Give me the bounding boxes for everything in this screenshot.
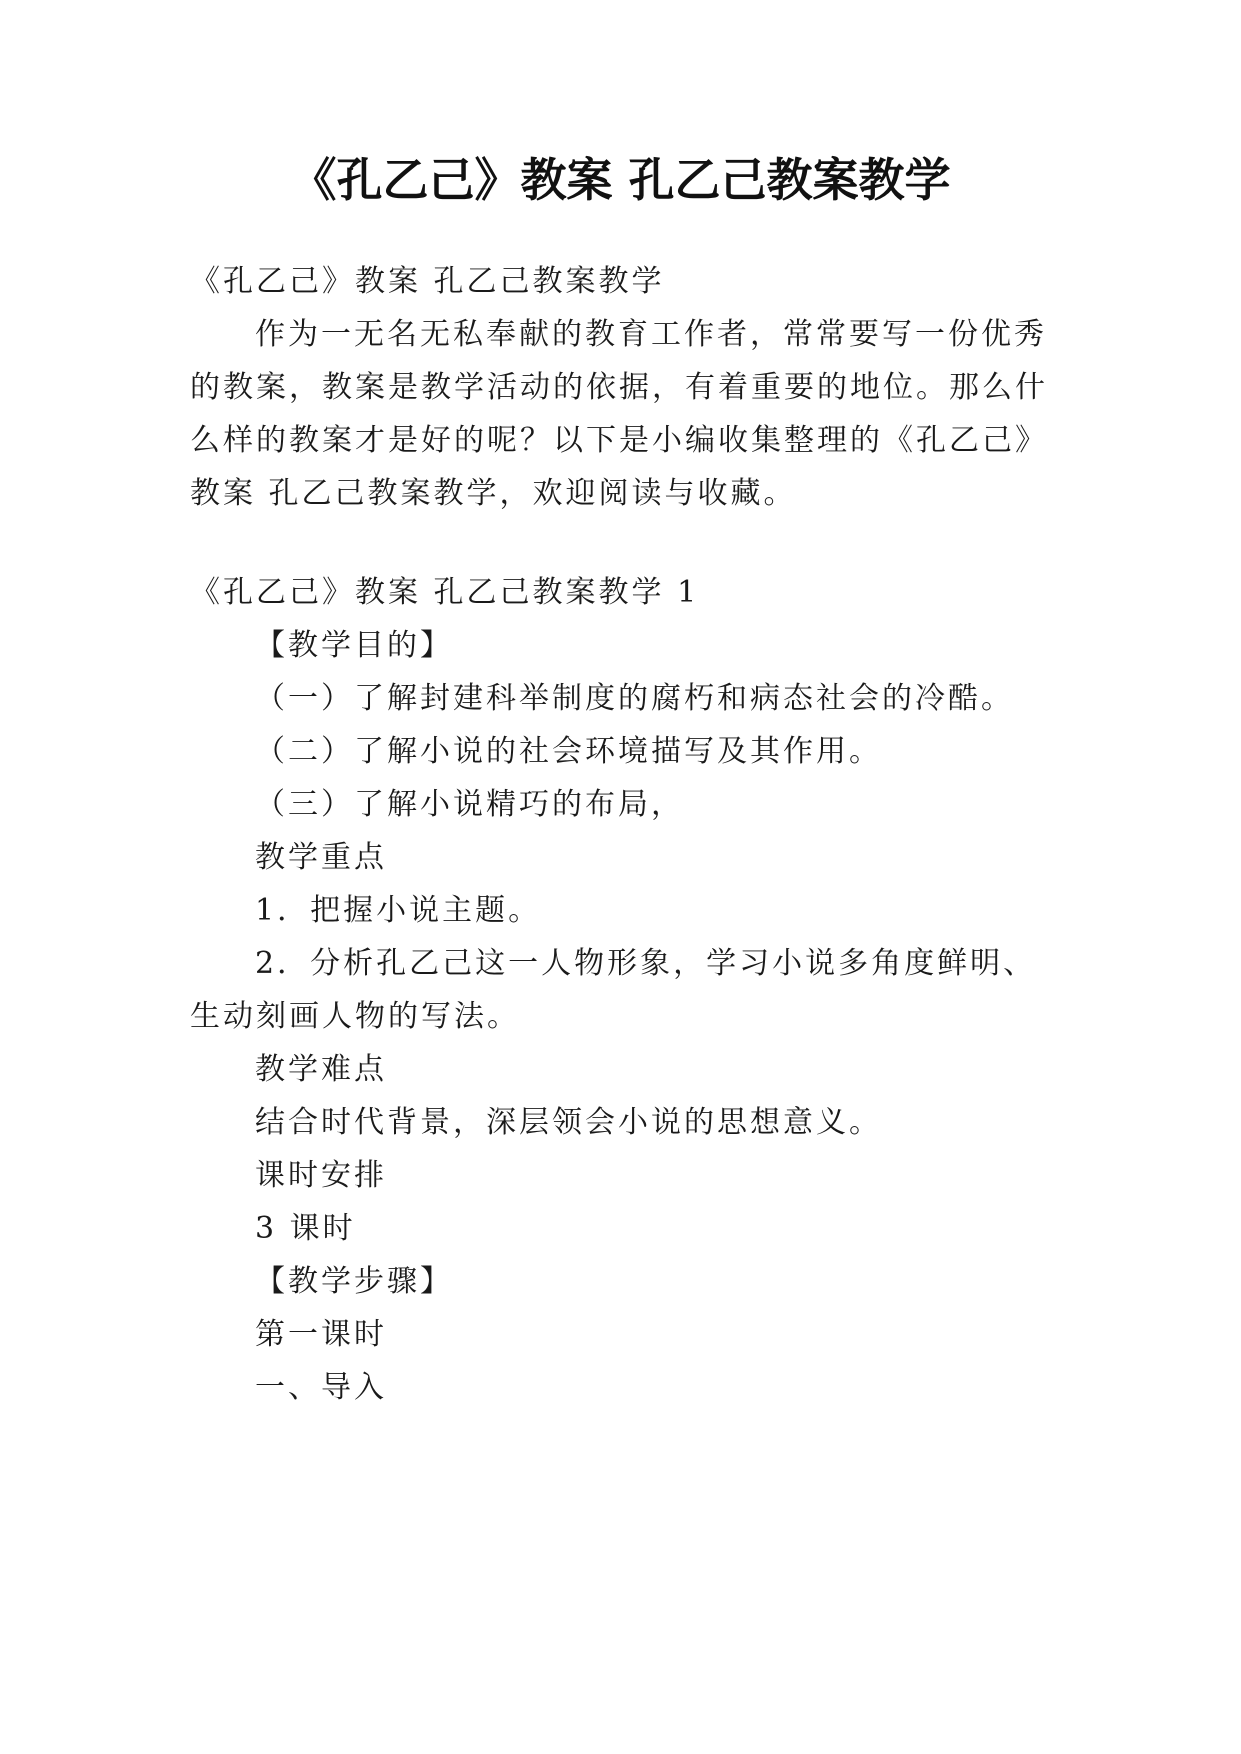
body-line: 2．分析孔乙己这一人物形象，学习小说多角度鲜明、 (255, 946, 1037, 981)
body-line-objectives-heading: 【教学目的】 (255, 628, 453, 663)
body-line-key-points-heading: 教学重点 (255, 840, 387, 875)
body-line-steps-heading: 【教学步骤】 (255, 1264, 453, 1299)
body-line: 结合时代背景，深层领会小说的思想意义。 (255, 1105, 882, 1140)
body-line-difficulties-heading: 教学难点 (255, 1052, 387, 1087)
body-line: （三）了解小说精巧的布局， (255, 787, 684, 822)
intro-line: 的教案，教案是教学活动的依据，有着重要的地位。那么什 (190, 370, 1048, 405)
body-line: （一）了解封建科举制度的腐朽和病态社会的冷酷。 (255, 681, 1014, 716)
body-line: 第一课时 (255, 1317, 387, 1352)
document-title: 《孔乙己》教案 孔乙己教案教学 (290, 153, 951, 207)
intro-line: 教案 孔乙己教案教学，欢迎阅读与收藏。 (190, 476, 797, 511)
body-line: 一、导入 (255, 1370, 387, 1405)
body-line: 3 课时 (255, 1211, 356, 1246)
subtitle: 《孔乙己》教案 孔乙己教案教学 (190, 264, 665, 299)
intro-line: 么样的教案才是好的呢？以下是小编收集整理的《孔乙己》 (190, 423, 1048, 458)
body-line: 1．把握小说主题。 (255, 893, 542, 928)
body-line-schedule-heading: 课时安排 (255, 1158, 387, 1193)
body-line: （二）了解小说的社会环境描写及其作用。 (255, 734, 882, 769)
section-heading: 《孔乙己》教案 孔乙己教案教学 1 (190, 575, 700, 610)
intro-line: 作为一无名无私奉献的教育工作者，常常要写一份优秀 (255, 317, 1047, 352)
body-line: 生动刻画人物的写法。 (190, 999, 520, 1034)
